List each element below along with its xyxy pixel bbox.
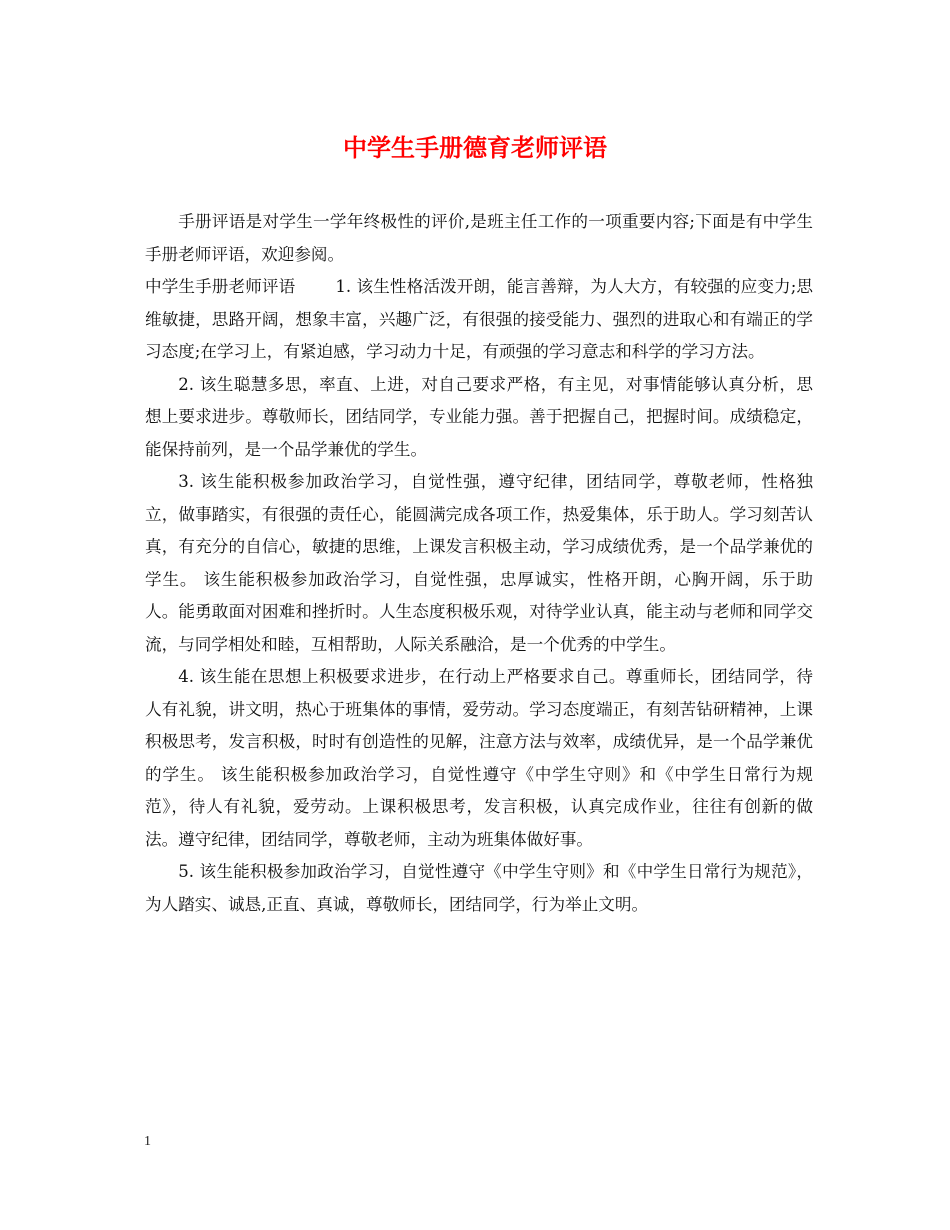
comment-item-1 xyxy=(145,271,813,369)
comment-item-3: 3. 该生能积极参加政治学习，自觉性强，遵守纪律，团结同学，尊敬老师，性格独立，做事踏实，有很强的责任心，能圆满完成各项工作，热爱集体，乐于助人。学习刻苦认真，有充分的自信心，敏捷的思维，上课发言积极主动，学习成绩优秀，是一个品学兼优的学生。 该生能积极参加政治学习，自觉性强，忠厚诚实，性格开朗，心胸开阔，乐于助人。能勇敢面对困难和挫折时。人生态度积极乐观，对待学业认真，能主动与老师和同学交流，与同学相处和睦，互相帮助，人际关系融洽，是一个优秀的中学生。 xyxy=(145,472,813,654)
comment-item-2: 2. 该生聪慧多思，率直、上进，对自己要求严格，有主见，对事情能够认真分析，思想上要求进步。尊敬师长，团结同学，专业能力强。善于把握自己，把握时间。成绩稳定，能保持前列，是一个品学兼优的学生。 xyxy=(145,374,813,459)
comment-item-4: 4. 该生能在思想上积极要求进步，在行动上严格要求自己。尊重师长，团结同学，待人有礼貌，讲文明，热心于班集体的事情，爱劳动。学习态度端正，有刻苦钻研精神，上课积极思考，发言积极，时时有创造性的见解，注意方法与效率，成绩优异，是一个品学兼优的学生。 该生能积极参加政治学习，自觉性遵守《中学生守则》和《中学生日常行为规范》，待人有礼貌，爱劳动。上课积极思考，发言积极，认真完成作业，往往有创新的做法。遵守纪律，团结同学，尊敬老师，主动为班集体做好事。 xyxy=(145,667,813,849)
document-title: 中学生手册德育老师评语 xyxy=(343,133,607,162)
intro-paragraph: 手册评语是对学生一学年终极性的评价,是班主任工作的一项重要内容;下面是有中学生手册老师评语，欢迎参阅。 xyxy=(145,212,813,264)
page-number: 1 xyxy=(144,1134,151,1149)
section-label: 中学生手册老师评语 xyxy=(145,277,296,296)
comment-item-1-text: 1. 该生性格活泼开朗，能言善辩，为人大方，有较强的应变力;思维敏捷，思路开阔，想象丰富，兴趣广泛，有很强的接受能力、强烈的进取心和有端正的学习态度;在学习上，有紧迫感，学习动力十足，有顽强的学习意志和科学的学习方法。 xyxy=(145,277,814,361)
document-body xyxy=(145,206,813,921)
comment-item-5: 5. 该生能积极参加政治学习，自觉性遵守《中学生守则》和《中学生日常行为规范》，为人踏实、诚恳,正直、真诚，尊敬师长，团结同学，行为举止文明。 xyxy=(145,862,813,914)
